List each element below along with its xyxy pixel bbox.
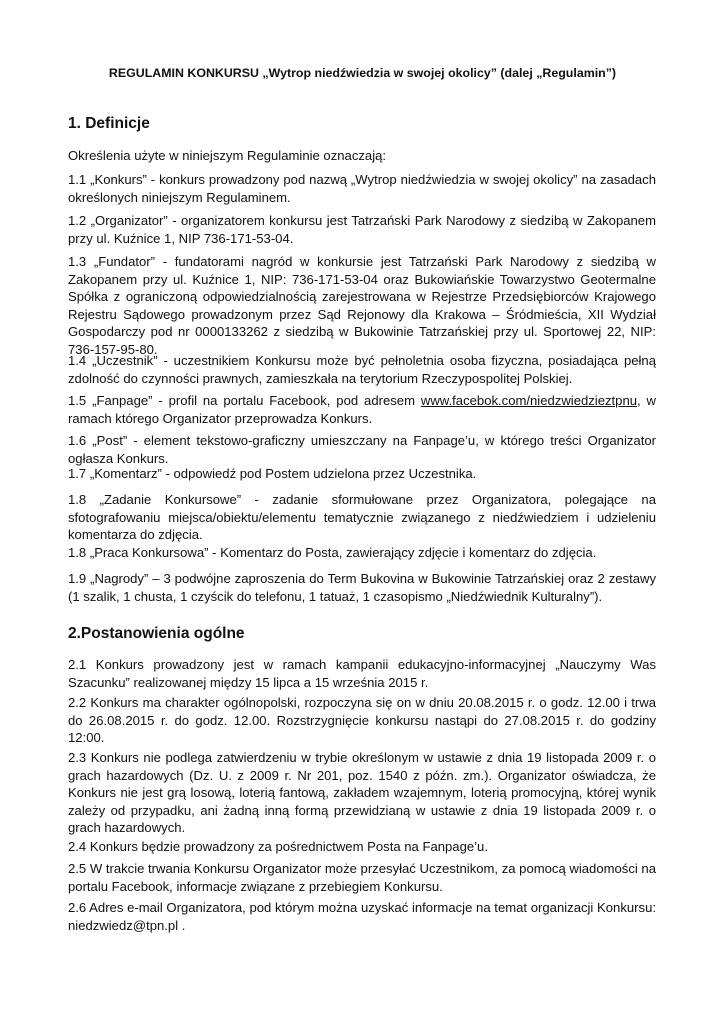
definitions-intro: Określenia użyte w niniejszym Regulaminie oznaczają: xyxy=(68,148,387,163)
provision-2-2: 2.2 Konkurs ma charakter ogólnopolski, rozpoczyna się on w dniu 20.08.2015 r. o godz. 12.00 i trwa do 26.08.2015 r. do godz. 12.00. Rozstrzygnięcie konkursu nastąpi do 27.08.2015 r. do godziny 12:00. xyxy=(68,695,656,746)
provision-2-5: 2.5 W trakcie trwania Konkursu Organizator może przesyłać Uczestnikom, za pomocą wiadomości na portalu Facebook, informacje związane z przebiegiem Konkursu. xyxy=(68,861,656,894)
definition-1-5-before: 1.5 „Fanpage” - profil na portalu Facebook, pod adresem xyxy=(68,393,421,408)
provision-2-6: 2.6 Adres e-mail Organizatora, pod którym można uzyskać informacje na temat organizacji Konkursu: niedzwiedz@tpn.pl . xyxy=(68,900,656,933)
definition-1-3: 1.3 „Fundator” - fundatorami nagród w konkursie jest Tatrzański Park Narodowy z siedzibą w Zakopanem przy ul. Kuźnice 1, NIP: 736-171-53-04 oraz Bukowiańskie Towarzystwo Geotermalne Spółka z ograniczoną odpowiedzialnością zarejestrowana w Rejestrze Przedsiębiorców Krajowego Rejestru Sądowego prowadzonym przez Sąd Rejonowy dla Krakowa – Śródmieścia, XII Wydział Gospodarczy pod nr 0000133262 z siedzibą w Bukowinie Tatrzańskiej przy ul. Sportowej 22, NIP: 736-157-95-80. xyxy=(68,254,656,357)
fanpage-link[interactable]: www.facebok.com/niedzwiedzieztpnu xyxy=(420,393,638,408)
definition-1-8-task: 1.8 „Zadanie Konkursowe” - zadanie sformułowane przez Organizatora, polegające na sfotografowaniu miejsca/obiektu/elementu tematycznie związanego z niedźwiedziem i udzieleniu komentarza do zdjęcia. xyxy=(68,492,656,543)
definition-1-1: 1.1 „Konkurs” - konkurs prowadzony pod nazwą „Wytrop niedźwiedzia w swojej okolicy” na zasadach określonych niniejszym Regulaminem. xyxy=(68,172,656,205)
definition-1-6: 1.6 „Post” - element tekstowo-graficzny umieszczany na Fanpage’u, w którego treści Organizator ogłasza Konkurs. xyxy=(68,433,656,466)
provision-2-3: 2.3 Konkurs nie podlega zatwierdzeniu w trybie określonym w ustawie z dnia 19 listopada 2009 r. o grach hazardowych (Dz. U. z 2009 r. Nr 201, poz. 1540 z późn. zm.). Organizator oświadcza, że Konkurs nie jest grą losową, loterią fantową, zakładem wzajemnym, loterią promocyjną, której wynik zależy od przypadku, ani żadną inną formą przewidzianą w ustawie z dnia 19 listopada 2009 r. o grach hazardowych. xyxy=(68,750,656,836)
provision-2-1: 2.1 Konkurs prowadzony jest w ramach kampanii edukacyjno-informacyjnej „Nauczymy Was Szacunku” realizowanej między 15 lipca a 15 września 2015 r. xyxy=(68,657,656,690)
provision-2-4: 2.4 Konkurs będzie prowadzony za pośrednictwem Posta na Fanpage’u. xyxy=(68,839,488,854)
definition-1-9: 1.9 „Nagrody” – 3 podwójne zaproszenia do Term Bukovina w Bukowinie Tatrzańskiej oraz 2 zestawy (1 szalik, 1 chusta, 1 czyścik do telefonu, 1 tatuaż, 1 czasopismo „Niedźwiednik Kulturalny”). xyxy=(68,571,656,604)
definition-1-2: 1.2 „Organizator” - organizatorem konkursu jest Tatrzański Park Narodowy z siedzibą w Zakopanem przy ul. Kuźnice 1, NIP 736-171-53-04. xyxy=(68,213,656,246)
section-heading-definitions: 1. Definicje xyxy=(68,115,150,132)
section-heading-general: 2.Postanowienia ogólne xyxy=(68,625,245,642)
definition-1-5 xyxy=(68,392,656,427)
document-title: REGULAMIN KONKURSU „Wytrop niedźwiedzia w swojej okolicy” (dalej „Regulamin”) xyxy=(108,66,617,80)
definition-1-5-after: , w ramach którego Organizator przeprowadza Konkurs. xyxy=(68,393,657,426)
definition-1-7: 1.7 „Komentarz” - odpowiedź pod Postem udzielona przez Uczestnika. xyxy=(68,466,477,481)
definition-1-4: 1.4 „Uczestnik” - uczestnikiem Konkursu może być pełnoletnia osoba fizyczna, posiadająca pełną zdolność do czynności prawnych, zamieszkała na terytorium Rzeczypospolitej Polskiej. xyxy=(68,353,656,386)
definition-1-8-work: 1.8 „Praca Konkursowa” - Komentarz do Posta, zawierający zdjęcie i komentarz do zdjęcia. xyxy=(68,545,597,560)
